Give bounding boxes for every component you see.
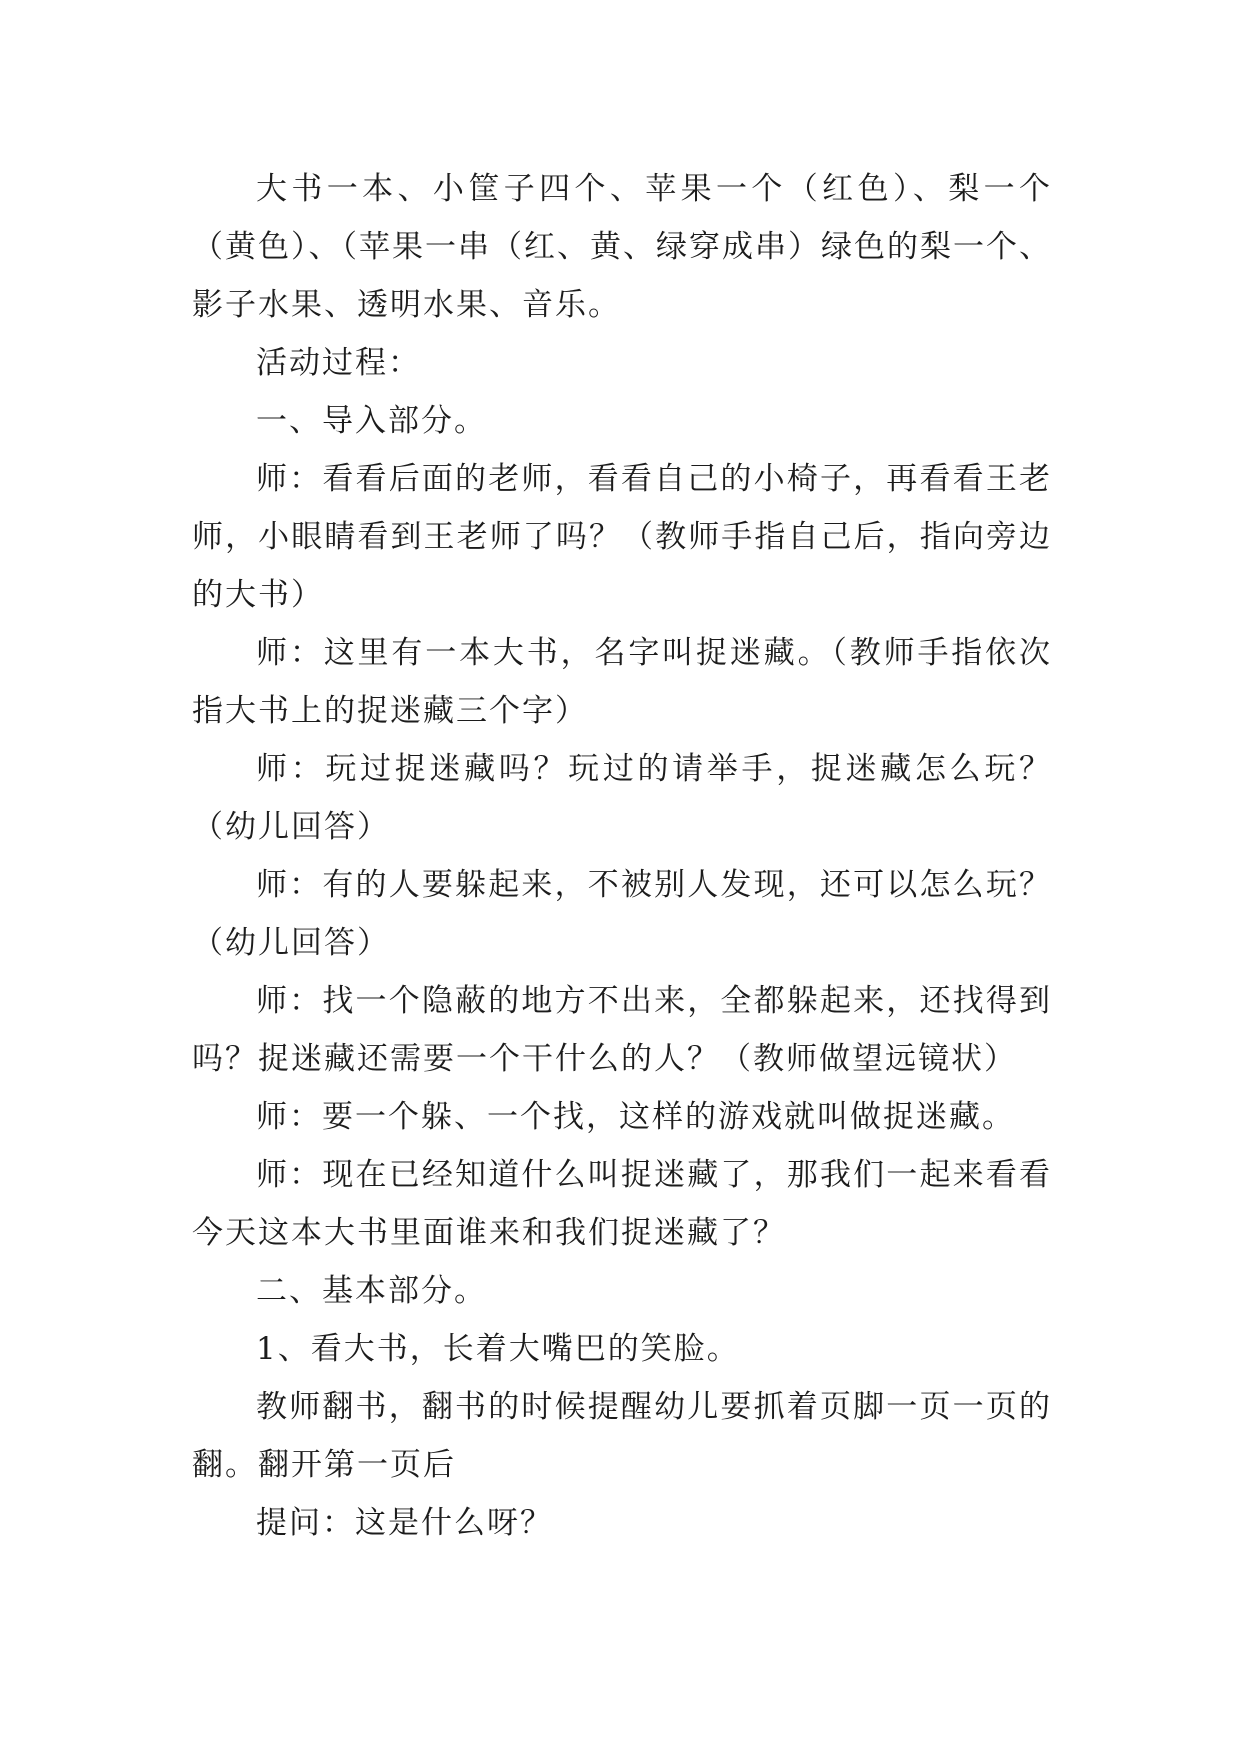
step-heading: 1、看大书，长着大嘴巴的笑脸。 bbox=[256, 1331, 740, 1367]
dialogue-paragraph: 师：找一个隐蔽的地方不出来，全都躲起来，还找得到吗？捉迷藏还需要一个干什么的人？（教师做望远镜状） bbox=[192, 983, 1052, 1077]
dialogue-paragraph: 师：玩过捉迷藏吗？玩过的请举手，捉迷藏怎么玩？（幼儿回答） bbox=[192, 751, 1052, 845]
dialogue-paragraph: 师：看看后面的老师，看看自己的小椅子，再看看王老师，小眼睛看到王老师了吗？（教师手指自己后，指向旁边的大书） bbox=[192, 461, 1052, 613]
document-body bbox=[192, 160, 1052, 1552]
dialogue-paragraph: 师：要一个躲、一个找，这样的游戏就叫做捉迷藏。 bbox=[256, 1099, 1015, 1135]
instruction-paragraph: 教师翻书，翻书的时候提醒幼儿要抓着页脚一页一页的翻。翻开第一页后 bbox=[192, 1389, 1052, 1483]
section-heading-main-part: 二、基本部分。 bbox=[256, 1273, 487, 1309]
section-heading-introduction: 一、导入部分。 bbox=[256, 403, 487, 439]
dialogue-paragraph: 师：现在已经知道什么叫捉迷藏了，那我们一起来看看今天这本大书里面谁来和我们捉迷藏了？ bbox=[192, 1157, 1052, 1251]
dialogue-paragraph: 师：有的人要躲起来，不被别人发现，还可以怎么玩？（幼儿回答） bbox=[192, 867, 1052, 961]
dialogue-paragraph: 师：这里有一本大书，名字叫捉迷藏。（教师手指依次指大书上的捉迷藏三个字） bbox=[192, 635, 1052, 729]
section-heading-activity-process: 活动过程： bbox=[256, 345, 421, 381]
question-paragraph: 提问：这是什么呀？ bbox=[256, 1505, 553, 1541]
materials-paragraph: 大书一本、小筐子四个、苹果一个（红色）、梨一个（黄色）、（苹果一串（红、黄、绿穿成串）绿色的梨一个、影子水果、透明水果、音乐。 bbox=[192, 171, 1052, 323]
